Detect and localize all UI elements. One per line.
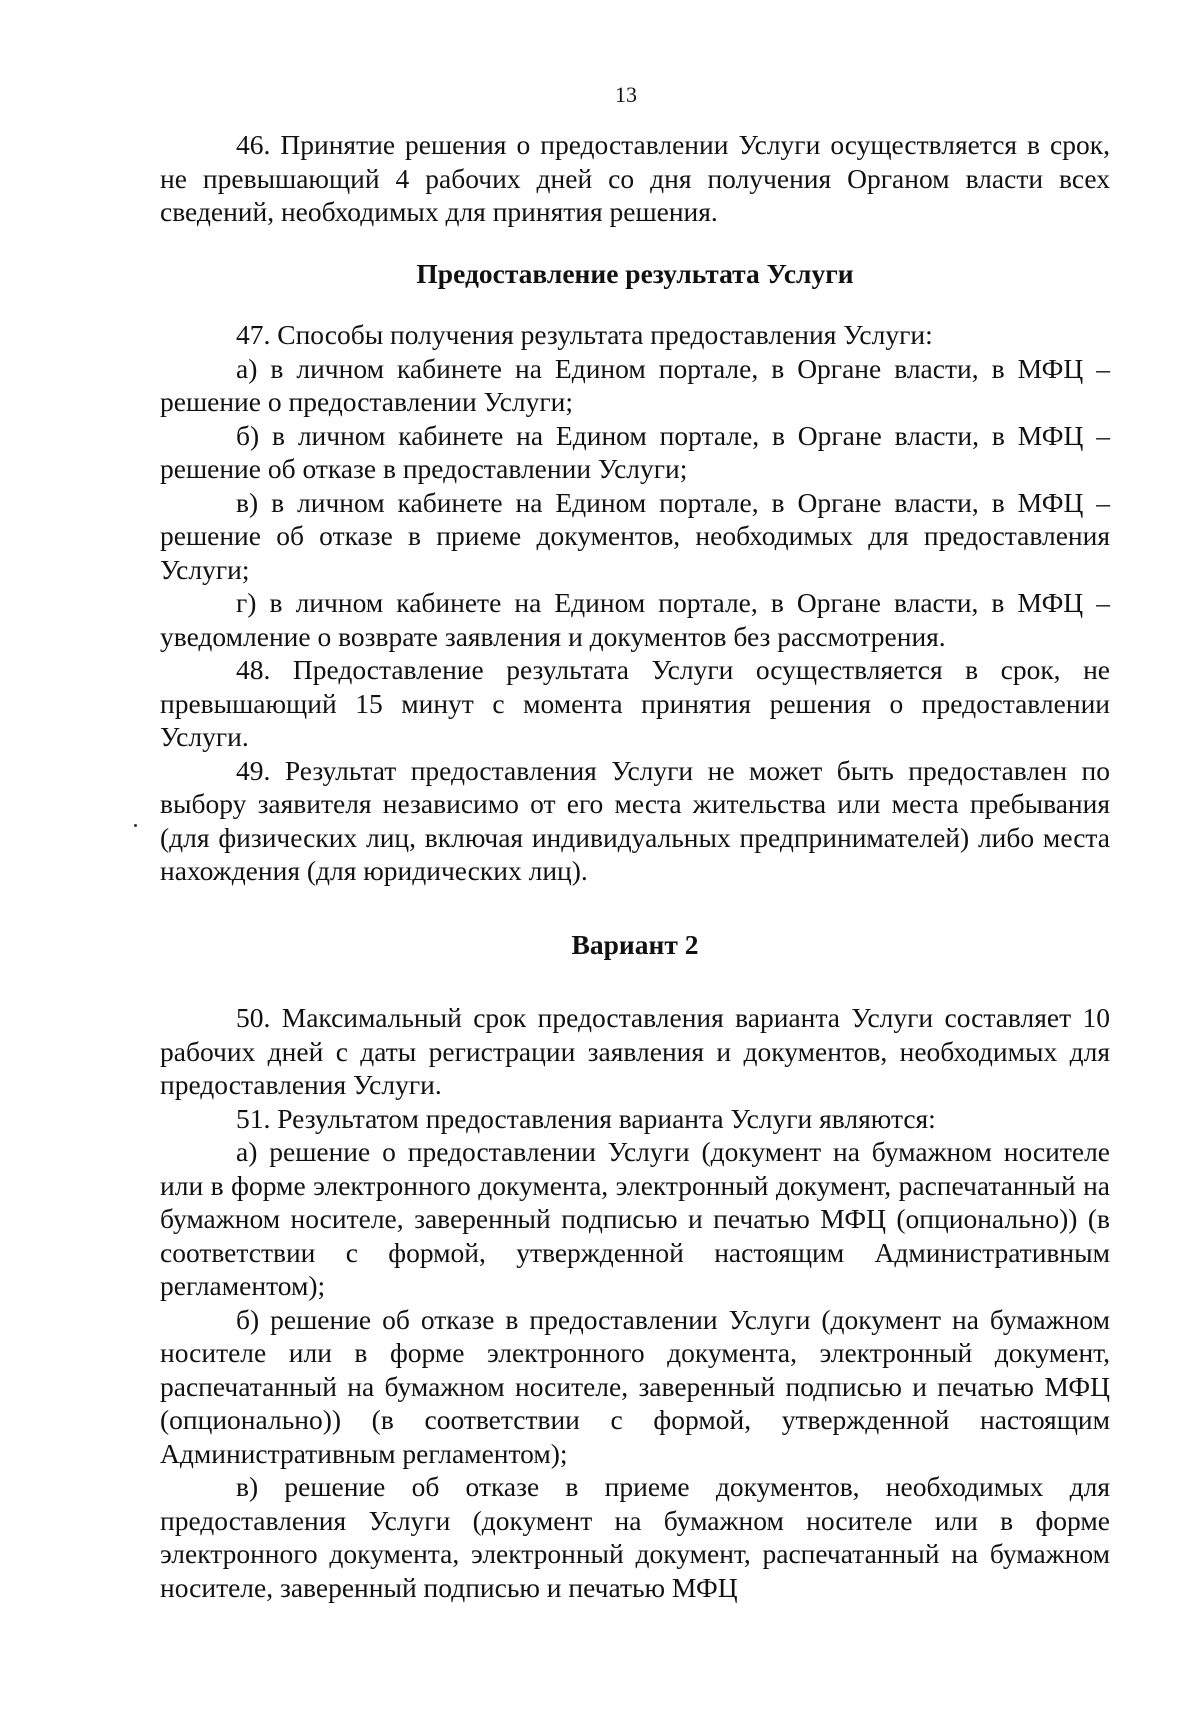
paragraph-51-b: б) решение об отказе в предоставлении Услуги (документ на бумажном носителе или в форме электронного документа, электронный документ, распечатанный на бумажном носителе, заверенный подписью и печатью МФЦ (опционально)) (в соответствии с формой, утвержденной настоящим Административным регламентом); (160, 1303, 1110, 1469)
paragraph-50: 50. Максимальный срок предоставления варианта Услуги составляет 10 рабочих дней с даты регистрации заявления и документов, необходимых для предоставления Услуги. (160, 1002, 1110, 1100)
paragraph-51-a: а) решение о предоставлении Услуги (документ на бумажном носителе или в форме электронного документа, электронный документ, распечатанный на бумажном носителе, заверенный подписью и печатью МФЦ (опционально)) (в соответствии с формой, утвержденной настоящим Административным регламентом); (160, 1136, 1110, 1301)
paragraph-49: 49. Результат предоставления Услуги не может быть предоставлен по выбору заявителя независимо от его места жительства или места пребывания (для физических лиц, включая индивидуальных предпринимателей) либо места нахождения (для юридических лиц). (160, 754, 1110, 886)
paragraph-47-b: б) в личном кабинете на Едином портале, в Органе власти, в МФЦ – решение об отказе в предоставлении Услуги; (160, 419, 1110, 484)
paragraph-47-g: г) в личном кабинете на Едином портале, в Органе власти, в МФЦ – уведомление о возврате заявления и документов без рассмотрения. (160, 587, 1110, 652)
scan-speck (134, 824, 137, 827)
paragraph-51-v: в) решение об отказе в приеме документов, необходимых для предоставления Услуги (документ на бумажном носителе или в форме электронного документа, электронный документ, распечатанный на бумажном носителе, заверенный подписью и печатью МФЦ (160, 1471, 1110, 1603)
section-heading-result: Предоставление результата Услуги (416, 257, 854, 289)
page-number: 13 (615, 82, 637, 107)
paragraph-47-v: в) в личном кабинете на Едином портале, в Органе власти, в МФЦ – решение об отказе в приеме документов, необходимых для предоставления Услуги; (160, 486, 1110, 585)
paragraph-47-a: а) в личном кабинете на Едином портале, в Органе власти, в МФЦ – решение о предоставлении Услуги; (160, 352, 1110, 417)
paragraph-47: 47. Способы получения результата предоставления Услуги: (236, 319, 933, 350)
paragraph-51: 51. Результатом предоставления варианта Услуги являются: (236, 1102, 936, 1134)
paragraph-48: 48. Предоставление результата Услуги осуществляется в срок, не превышающий 15 минут с момента принятия решения о предоставлении Услуги. (160, 654, 1110, 752)
document-body (160, 128, 1110, 1604)
paragraph-46: 46. Принятие решения о предоставлении Услуги осуществляется в срок, не превышающий 4 рабочих дней со дня получения Органом власти всех сведений, необходимых для принятия решения. (160, 129, 1110, 227)
section-heading-variant-2: Вариант 2 (571, 928, 699, 960)
